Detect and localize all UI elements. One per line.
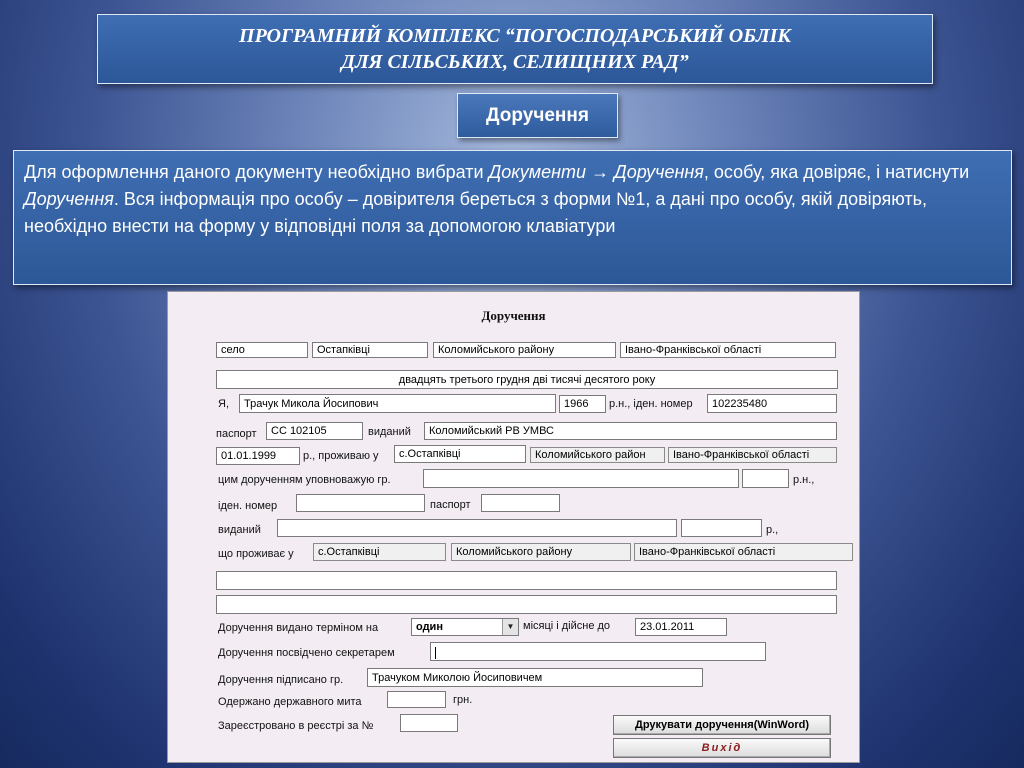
instruction-button-name: Доручення xyxy=(24,189,114,209)
registry-number-field[interactable] xyxy=(400,714,458,732)
agent-passport-label: паспорт xyxy=(430,499,471,511)
principal-name-field[interactable]: Трачук Микола Йосипович xyxy=(239,394,556,413)
text-cursor xyxy=(435,647,436,659)
duty-label: Одержано державного мита xyxy=(218,696,362,708)
agent-passport-field[interactable] xyxy=(481,494,560,512)
agent-issued-label: виданий xyxy=(218,524,261,536)
agent-residing-label: що проживає у xyxy=(218,548,294,560)
agent-name-field[interactable] xyxy=(423,469,739,488)
issued-by-field[interactable]: Коломийський РВ УМВС xyxy=(424,422,837,440)
uah-label: грн. xyxy=(453,694,473,706)
settlement-type-field[interactable]: село xyxy=(216,342,308,358)
instruction-part1: Для оформлення даного документу необхідно вибрати xyxy=(24,162,489,182)
certified-label: Доручення посвідчено секретарем xyxy=(218,647,395,659)
agent-village-field[interactable]: с.Остапківці xyxy=(313,543,446,561)
date-in-words-field[interactable]: двадцять третього грудня дві тисячі десятого року xyxy=(216,370,838,389)
extra-line-1-field[interactable] xyxy=(216,571,837,590)
registry-label: Зареєстровано в реєстрі за № xyxy=(218,720,374,732)
district-field[interactable]: Коломийського району xyxy=(433,342,616,358)
rn-iden-label: р.н., іден. номер xyxy=(609,398,693,410)
rn-label: р.н., xyxy=(793,474,815,486)
exit-button[interactable]: Вихід xyxy=(613,738,831,758)
agent-issue-year-field[interactable] xyxy=(681,519,762,537)
term-select[interactable] xyxy=(411,618,519,636)
months-label: місяці і дійсне до xyxy=(523,620,611,632)
residing-label: р., проживаю у xyxy=(303,450,379,462)
residence-district-field[interactable]: Коломийського район xyxy=(530,447,665,463)
agent-birth-year-field[interactable] xyxy=(742,469,789,488)
village-field[interactable]: Остапківці xyxy=(312,342,428,358)
agent-iden-label: іден. номер xyxy=(218,500,278,512)
slide-title-line2: ДЛЯ СІЛЬСЬКИХ, СЕЛИЩНИХ РАД” xyxy=(341,51,689,73)
duty-field[interactable] xyxy=(387,691,446,708)
slide-title xyxy=(97,14,933,84)
agent-district-field[interactable]: Коломийського району xyxy=(451,543,631,561)
power-of-attorney-form xyxy=(167,291,860,763)
extra-line-2-field[interactable] xyxy=(216,595,837,614)
signed-by-field[interactable]: Трачуком Миколою Йосиповичем xyxy=(367,668,703,687)
term-select-value: один xyxy=(416,621,443,633)
iden-number-field[interactable]: 102235480 xyxy=(707,394,837,413)
passport-label: паспорт xyxy=(216,428,257,440)
valid-until-field[interactable]: 23.01.2011 xyxy=(635,618,727,636)
residence-region-field[interactable]: Івано-Франківської області xyxy=(668,447,837,463)
issue-date-field[interactable]: 01.01.1999 xyxy=(216,447,300,465)
form-title: Доручення xyxy=(481,308,546,323)
dropdown-arrow-icon[interactable]: ▼ xyxy=(502,619,518,635)
ya-label: Я, xyxy=(218,398,229,410)
instruction-part3: , особу, яка довіряє, і натиснути xyxy=(703,162,970,182)
birth-year-field[interactable]: 1966 xyxy=(559,395,606,413)
issued-label: виданий xyxy=(368,426,411,438)
instruction-part5: . Вся інформація про особу – довірителя береться з форми №1, а дані про особу, якій довіряють, необхідно внести на форму у відповідні поля за допомогою клавіатури xyxy=(24,189,927,236)
signed-label: Доручення підписано гр. xyxy=(218,674,344,686)
agent-issued-by-field[interactable] xyxy=(277,519,677,537)
instruction-text xyxy=(13,150,1012,285)
agent-region-field[interactable]: Івано-Франківської області xyxy=(634,543,853,561)
agent-r-label: р., xyxy=(766,524,779,536)
region-field[interactable]: Івано-Франківської області xyxy=(620,342,836,358)
certified-field[interactable] xyxy=(430,642,766,661)
term-label: Доручення видано терміном на xyxy=(218,622,379,634)
passport-field[interactable]: СС 102105 xyxy=(266,422,363,440)
slide-title-line1: ПРОГРАМНИЙ КОМПЛЕКС “ПОГОСПОДАРСЬКИЙ ОБЛІК xyxy=(239,25,791,47)
authorize-label: цим дорученням уповноважую гр. xyxy=(218,474,391,486)
agent-iden-field[interactable] xyxy=(296,494,425,512)
print-winword-button[interactable]: Друкувати доручення(WinWord) xyxy=(613,715,831,735)
residence-village-field[interactable]: с.Остапківці xyxy=(394,445,526,463)
section-badge: Доручення xyxy=(457,93,618,138)
instruction-menu-path: Документи → Доручення xyxy=(488,162,704,182)
